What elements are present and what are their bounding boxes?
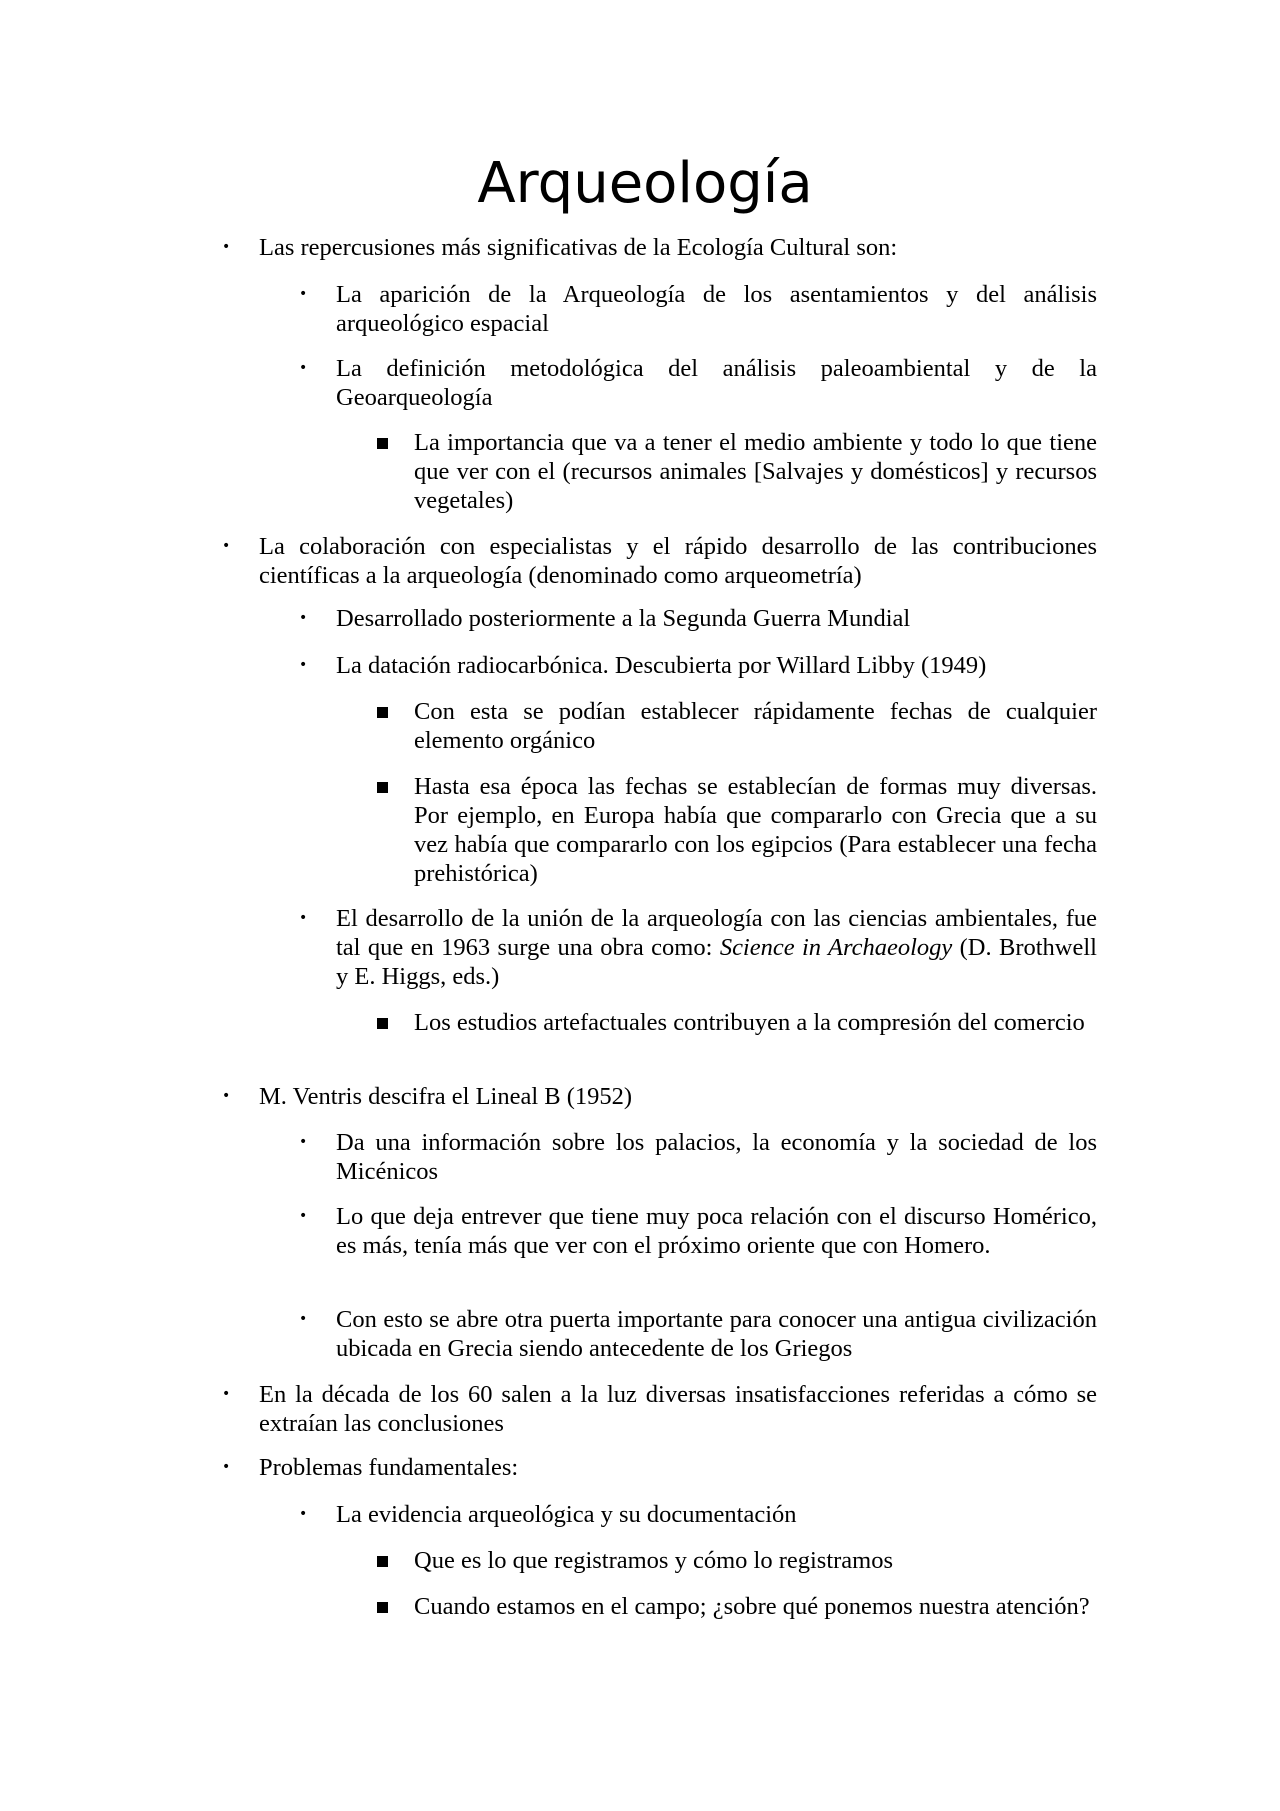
list-item-text: M. Ventris descifra el Lineal B (1952) [259,1083,633,1110]
bullet-icon: • [299,1208,308,1224]
list-item-level2 [299,1500,1097,1529]
list-item-text: Problemas fundamentales: [259,1454,519,1481]
list-item-text: Da una información sobre los palacios, la economía y la sociedad de los Micénicos [336,1129,1097,1185]
list-item-level2 [299,604,1097,633]
list-item-text [336,904,1097,991]
list-item-level2 [299,354,1097,412]
bullet-icon: • [299,360,308,376]
list-item-level2 [299,1202,1097,1260]
list-item-level1 [222,1082,1097,1111]
list-item-text: La colaboración con especialistas y el rápido desarrollo de las contribuciones científicas a la arqueología (denominado como arqueometría) [259,533,1097,589]
bullet-icon: • [299,610,308,626]
bullet-icon: • [222,1459,231,1475]
list-item-level1 [222,233,1097,262]
bullet-icon: • [299,1506,308,1522]
list-item-level2 [299,1305,1097,1363]
list-item-level3 [414,1592,1097,1621]
square-bullet-icon [377,772,388,801]
bullet-icon: • [222,1088,231,1104]
page-title: Arqueología [477,151,813,216]
list-item-level3 [414,772,1097,888]
bullet-icon: • [222,239,231,255]
list-item-text: Las repercusiones más significativas de la Ecología Cultural son: [259,234,898,261]
bullet-icon: • [299,286,308,302]
bullet-icon: • [299,910,308,926]
list-item-text: Desarrollado posteriormente a la Segunda Guerra Mundial [336,605,911,632]
square-bullet-icon [377,1592,388,1621]
list-item-text: Lo que deja entrever que tiene muy poca relación con el discurso Homérico, es más, tenía más que ver con el próximo oriente que con Homero. [336,1203,1097,1259]
list-item-text: La aparición de la Arqueología de los asentamientos y del análisis arqueológico espacial [336,281,1097,337]
list-item-text: Con esto se abre otra puerta importante para conocer una antigua civilización ubicada en Grecia siendo antecedente de los Griegos [336,1306,1097,1362]
bullet-icon: • [222,538,231,554]
item-text-before: El desarrollo de la unión de la arqueología con las ciencias ambientales, fue tal que en 1963 surge una obra como: [336,905,1097,961]
list-item-level2 [299,651,1097,680]
square-bullet-icon [377,697,388,726]
list-item-level2 [299,904,1097,991]
bullet-icon: • [299,1134,308,1150]
list-item-text: Con esta se podían establecer rápidamente fechas de cualquier elemento orgánico [414,698,1097,754]
list-item-text: Los estudios artefactuales contribuyen a la compresión del comercio [414,1009,1085,1036]
list-item-text: La evidencia arqueológica y su documentación [336,1501,797,1528]
list-item-text: La datación radiocarbónica. Descubierta por Willard Libby (1949) [336,652,987,679]
list-item-level1 [222,532,1097,590]
list-item-text: Hasta esa época las fechas se establecían de formas muy diversas. Por ejemplo, en Europa había que compararlo con Grecia que a su vez había que compararlo con los egipcios (Para establecer una fecha prehistórica) [414,773,1097,887]
list-item-level2 [299,280,1097,338]
bullet-icon: • [299,657,308,673]
list-item-level3 [414,428,1097,515]
bullet-icon: • [222,1386,231,1402]
square-bullet-icon [377,428,388,457]
item-text-after: (D. Brothwell y E. Higgs, eds.) [336,934,1097,990]
list-item-level3 [414,697,1097,755]
bullet-icon: • [299,1311,308,1327]
list-item-text: En la década de los 60 salen a la luz diversas insatisfacciones referidas a cómo se extraían las conclusiones [259,1381,1097,1437]
list-item-level3 [414,1008,1097,1037]
list-item-level1 [222,1453,1097,1482]
square-bullet-icon [377,1546,388,1575]
square-bullet-icon [377,1008,388,1037]
list-item-level3 [414,1546,1097,1575]
book-title: Science in Archaeology [719,934,953,961]
list-item-level1 [222,1380,1097,1438]
list-item-text: La definición metodológica del análisis paleoambiental y de la Geoarqueología [336,355,1097,411]
list-item-level2 [299,1128,1097,1186]
list-item-text: Cuando estamos en el campo; ¿sobre qué ponemos nuestra atención? [414,1593,1090,1620]
list-item-text: Que es lo que registramos y cómo lo registramos [414,1547,894,1574]
list-item-text: La importancia que va a tener el medio ambiente y todo lo que tiene que ver con el (recursos animales [Salvajes y domésticos] y recursos vegetales) [414,429,1097,514]
